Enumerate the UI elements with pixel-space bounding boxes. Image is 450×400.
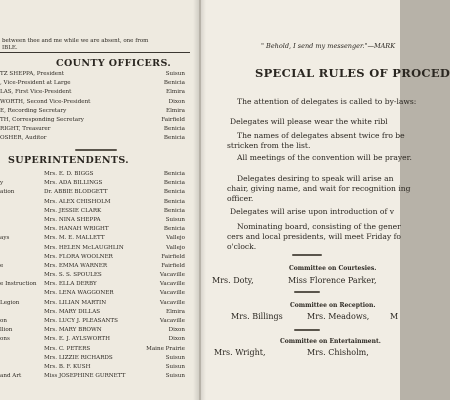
list-item: y Mrs. ADA BILLINGS Benicia [0,180,185,187]
list-item: Mrs. HANAH WRIGHT Benicia [44,226,185,233]
committee-heading: Committee on Reception. [290,302,376,309]
superintendents-list [0,171,199,382]
committee-member: M [390,312,399,321]
ornament-divider [294,291,320,293]
committee-member: Mrs. Billings [231,312,283,321]
list-item: Mrs. MARY DILLAS Elmira [44,308,185,315]
list-item: Mrs. ALEX CHISHOLM Benicia [44,198,185,205]
list-item: and Art Miss JOSEPHINE GURNETT Suisun [0,373,185,380]
committee-member: Mrs. Doty, [212,276,254,285]
list-item: RIGHT, Treasurer Benicia [0,126,185,133]
superintendents-title: SUPERINTENDENTS. [8,155,130,166]
paragraph: Delegates will please wear the white ribl [230,117,388,126]
ornament-divider [75,149,117,151]
list-item: OSHER, Auditor Benicia [0,135,185,142]
paragraph: Delegates desiring to speak will arise an chair, giving name, and wait for recognition ing officer. [227,174,411,203]
list-item: Mrs. HELEN McLAUGHLIN Vallejo [44,244,185,251]
county-officers-title: COUNTY OFFICERS. [56,58,172,69]
ornament-divider [294,329,320,331]
committee-heading: Committee on Courtesies. [289,265,377,272]
paragraph: The names of delegates absent twice fro be stricken from the list. [227,131,405,150]
ornament-divider [292,254,322,256]
list-item: ons Mrs. E. J. AYLSWORTH Dixon [0,336,185,343]
list-item: LAS, First Vice-President Elmira [0,89,185,96]
committee-member: Mrs. Meadows, [307,312,370,321]
county-officers-list [0,71,199,145]
list-item: Mrs. C. PETERS Maine Prairie [44,345,185,352]
committee-heading: Committee on Entertainment. [280,338,381,345]
list-item: llion Mrs. MARY BROWN Dixon [0,327,185,334]
list-item: Mrs. E. D. BIGGS Benicia [44,171,185,177]
scripture-quote: " Behold, I send my messenger."—MARK [261,42,396,50]
list-item: ays Mrs. M. E. MALLETT Vallejo [0,235,185,242]
paragraph: The attention of delegates is called to by-laws: [237,97,417,106]
paragraph: Delegates will arise upon introduction of v [230,207,394,216]
paragraph: Nominating board, consisting of the gener cers and local presidents, will meet Friday fo o'clock. [227,222,401,251]
list-item: e Instruction Mrs. ELLA DERBY Vacaville [0,281,185,288]
committee-member: Mrs. Chisholm, [307,348,369,357]
list-item: e Mrs. EMMA WARNER Fairfield [0,262,185,269]
list-item: , Vice-President at Large Benicia [0,80,185,87]
list-item: on Mrs. LUCY J. PLEASANTS Vacaville [0,318,185,324]
list-item: WORTH, Second Vice-President Dixon [0,98,185,105]
right-page [201,0,450,400]
list-item: Mrs. S. S. SPOULES Vacaville [44,272,185,279]
committee-member: Mrs. Wright, [214,348,266,357]
list-item: Mrs. LENA WAGGONER Vacaville [44,290,185,297]
left-page [0,0,199,400]
list-item: Mrs. LIZZIE RICHARDS Suisun [44,354,185,361]
list-item: ation Dr. ABBIE BLODGETT Benicia [0,189,185,196]
committee-member: Miss Florence Parker, [288,276,377,285]
list-item: E, Recording Secretary Elmira [0,107,185,114]
list-item: Mrs. JESSIE CLARK Benicia [44,207,185,214]
top-text-line: IBLE. [2,45,18,51]
list-item: Mrs. FLORA WOOLNER Fairfield [44,253,185,260]
divider [0,52,190,53]
top-text-line: between thee and me while we are absent, one from [2,38,149,44]
paragraph: All meetings of the convention will be prayer. [237,153,412,162]
list-item: TZ SHEPPA, President Suisun [0,71,185,77]
list-item: Mrs. B. F. KUSH Suisun [44,363,185,370]
list-item: Legion Mrs. LILIAN MARTIN Vacaville [0,299,185,306]
list-item: Mrs. NINA SHEPPA Suisun [44,216,185,223]
page-title: SPECIAL RULES OF PROCED [255,66,450,80]
list-item: TH, Corresponding Secretary Fairfield [0,116,185,123]
